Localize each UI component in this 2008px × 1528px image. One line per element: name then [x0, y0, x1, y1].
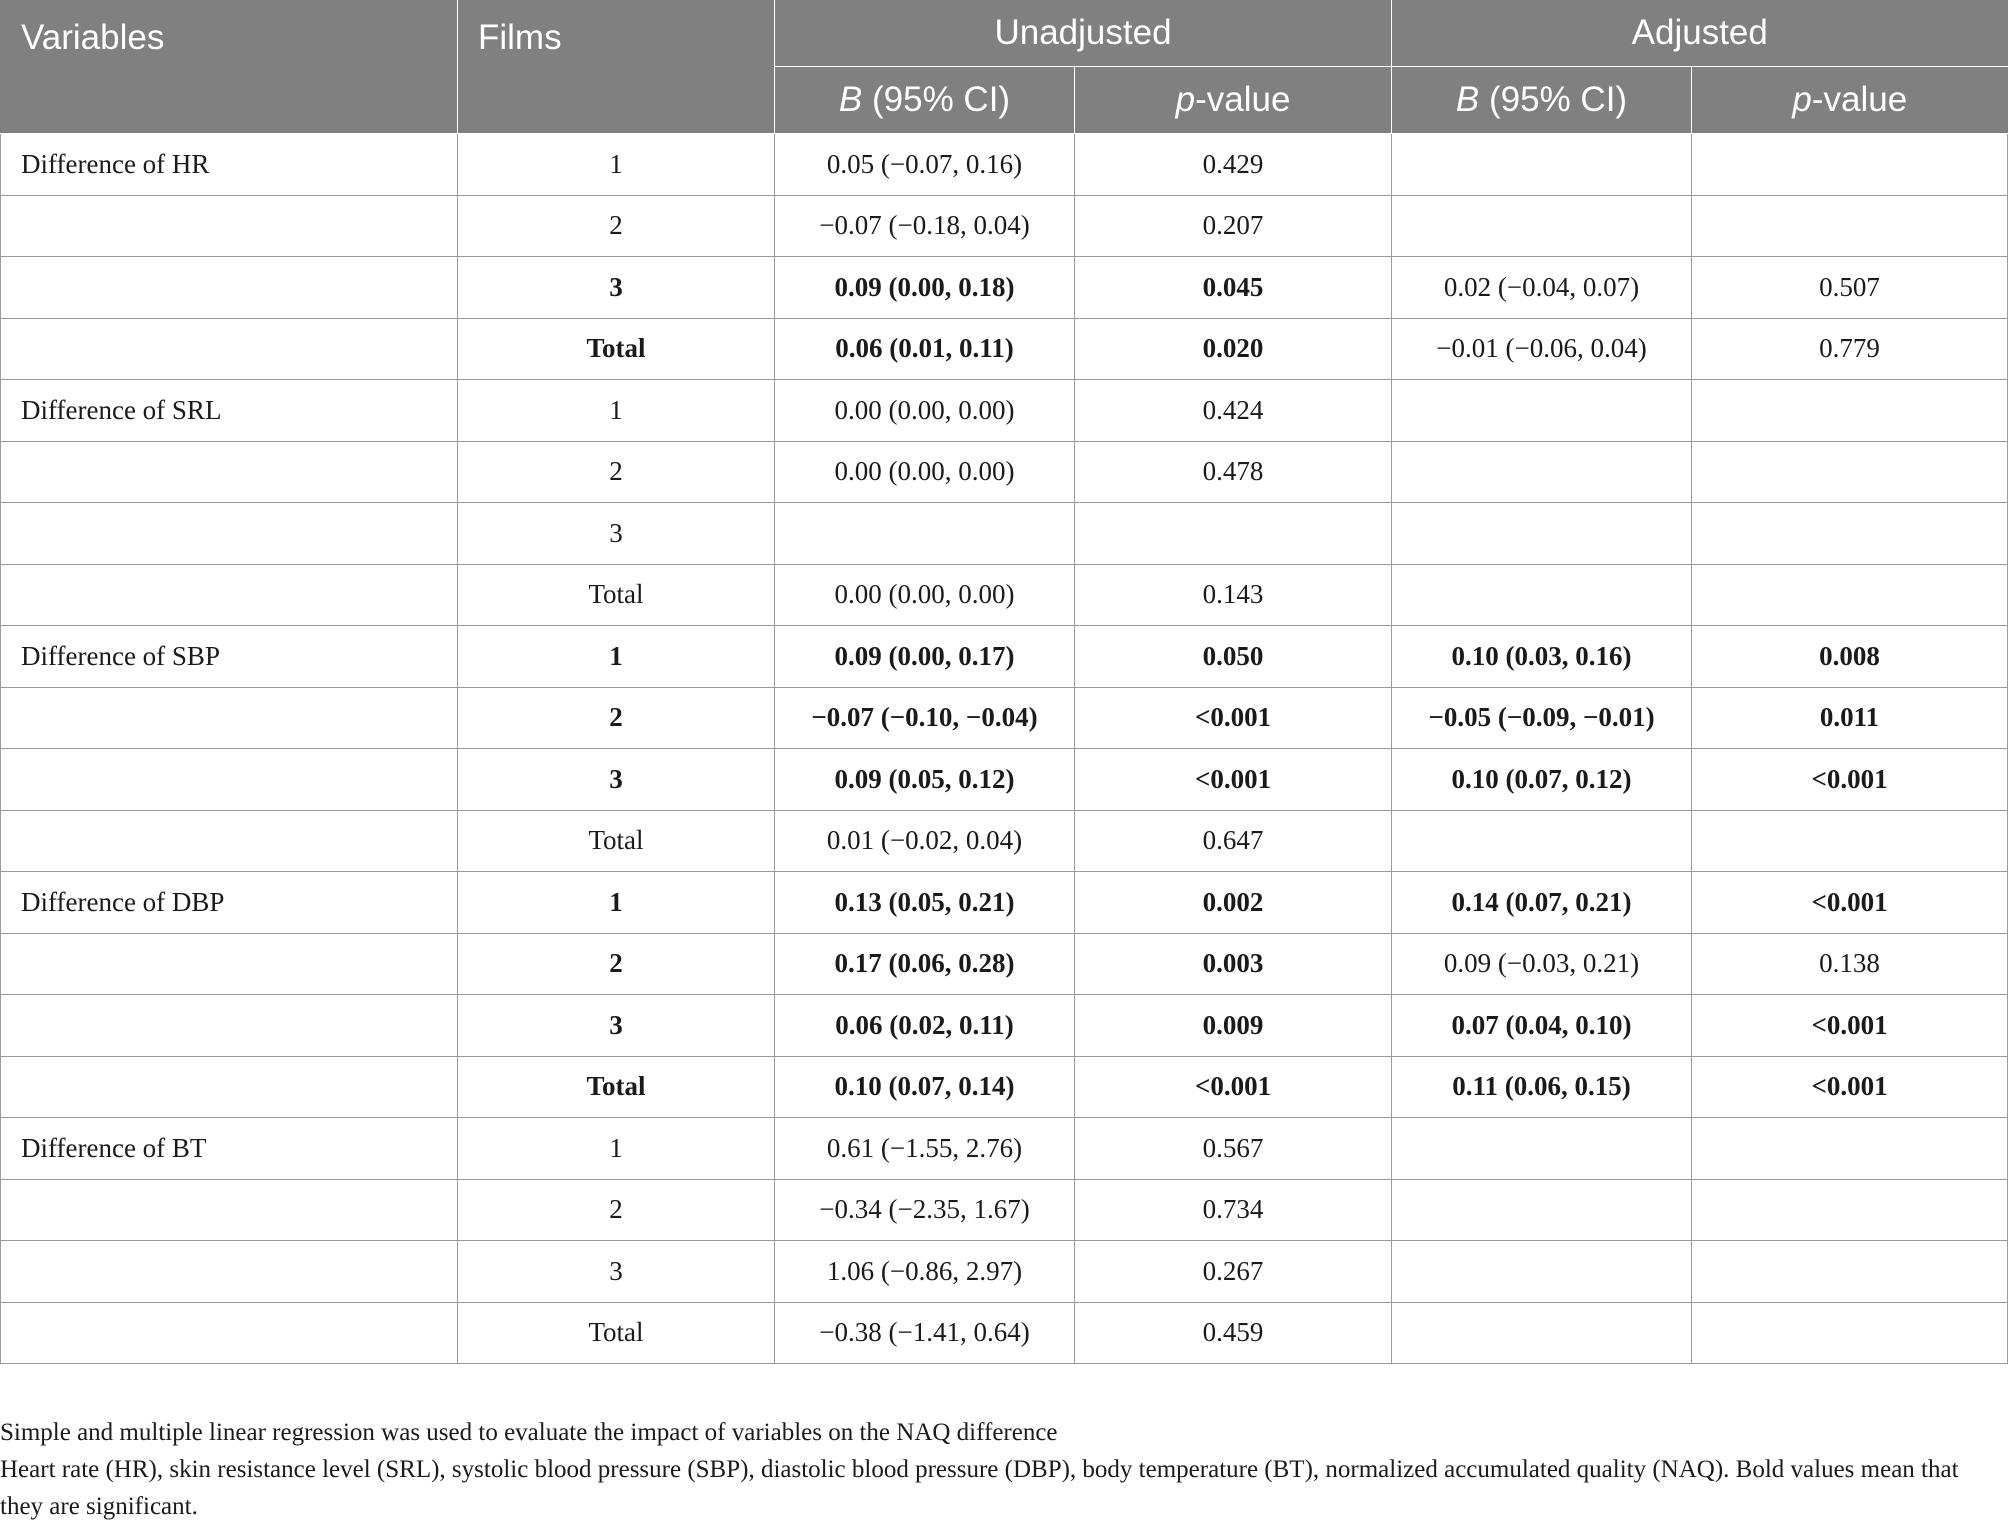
cell-variable	[1, 1056, 458, 1118]
header-adjusted-b	[1392, 67, 1692, 134]
cell-unadjusted-p: 0.424	[1075, 380, 1392, 442]
value-text: -value	[1811, 80, 1908, 119]
table-row	[1, 995, 2008, 1057]
cell-adjusted-p	[1692, 1118, 2008, 1180]
cell-adjusted-b: 0.10 (0.03, 0.16)	[1392, 626, 1692, 688]
cell-adjusted-p: <0.001	[1692, 1056, 2008, 1118]
cell-film: 2	[458, 441, 775, 503]
cell-film: Total	[458, 1302, 775, 1364]
cell-unadjusted-p: 0.143	[1075, 564, 1392, 626]
cell-adjusted-b: 0.07 (0.04, 0.10)	[1392, 995, 1692, 1057]
cell-unadjusted-p: 0.003	[1075, 933, 1392, 995]
cell-adjusted-b: 0.02 (−0.04, 0.07)	[1392, 257, 1692, 319]
cell-unadjusted-p: 0.207	[1075, 195, 1392, 257]
cell-unadjusted-b: 0.00 (0.00, 0.00)	[775, 564, 1075, 626]
header-unadjusted-b	[775, 67, 1075, 134]
cell-adjusted-b	[1392, 134, 1692, 196]
cell-film: Total	[458, 810, 775, 872]
ci-text: (95% CI)	[862, 80, 1011, 119]
cell-unadjusted-b: −0.38 (−1.41, 0.64)	[775, 1302, 1075, 1364]
cell-unadjusted-p: 0.045	[1075, 257, 1392, 319]
table-row	[1, 318, 2008, 380]
table-row	[1, 1179, 2008, 1241]
cell-adjusted-p	[1692, 1179, 2008, 1241]
cell-unadjusted-b: 0.05 (−0.07, 0.16)	[775, 134, 1075, 196]
cell-adjusted-b	[1392, 1302, 1692, 1364]
cell-variable	[1, 441, 458, 503]
header-variables: Variables	[1, 0, 458, 134]
cell-adjusted-b	[1392, 195, 1692, 257]
cell-adjusted-p: 0.138	[1692, 933, 2008, 995]
cell-adjusted-p	[1692, 441, 2008, 503]
footnote-method: Simple and multiple linear regression was used to evaluate the impact of variables on the NAQ difference	[0, 1419, 1058, 1446]
cell-variable	[1, 995, 458, 1057]
cell-adjusted-b	[1392, 1179, 1692, 1241]
cell-adjusted-b	[1392, 1241, 1692, 1303]
cell-film: 1	[458, 626, 775, 688]
cell-unadjusted-b: 0.06 (0.01, 0.11)	[775, 318, 1075, 380]
table-row	[1, 564, 2008, 626]
cell-unadjusted-b: 0.01 (−0.02, 0.04)	[775, 810, 1075, 872]
cell-variable	[1, 564, 458, 626]
cell-unadjusted-p: 0.050	[1075, 626, 1392, 688]
ci-text: (95% CI)	[1479, 80, 1628, 119]
table-row	[1, 1302, 2008, 1364]
cell-adjusted-b	[1392, 1118, 1692, 1180]
table-row	[1, 687, 2008, 749]
cell-film: 3	[458, 1241, 775, 1303]
cell-unadjusted-p: 0.002	[1075, 872, 1392, 934]
cell-film: 3	[458, 995, 775, 1057]
header-adjusted: Adjusted	[1392, 0, 2008, 67]
cell-film: 1	[458, 380, 775, 442]
table-row	[1, 626, 2008, 688]
header-films: Films	[458, 0, 775, 134]
cell-adjusted-p	[1692, 1241, 2008, 1303]
cell-variable	[1, 1302, 458, 1364]
cell-film: 3	[458, 257, 775, 319]
cell-unadjusted-b: −0.07 (−0.10, −0.04)	[775, 687, 1075, 749]
cell-film: 2	[458, 933, 775, 995]
cell-variable: Difference of SRL	[1, 380, 458, 442]
cell-adjusted-p	[1692, 564, 2008, 626]
cell-unadjusted-p: 0.009	[1075, 995, 1392, 1057]
cell-adjusted-p: 0.011	[1692, 687, 2008, 749]
cell-adjusted-p: 0.507	[1692, 257, 2008, 319]
cell-variable: Difference of HR	[1, 134, 458, 196]
cell-adjusted-p: <0.001	[1692, 872, 2008, 934]
table-row	[1, 749, 2008, 811]
table-row	[1, 1241, 2008, 1303]
cell-unadjusted-b: 0.10 (0.07, 0.14)	[775, 1056, 1075, 1118]
table-footnotes	[0, 1414, 2000, 1525]
cell-variable	[1, 257, 458, 319]
cell-unadjusted-p: 0.267	[1075, 1241, 1392, 1303]
cell-unadjusted-b: 0.09 (0.00, 0.17)	[775, 626, 1075, 688]
cell-unadjusted-b: −0.07 (−0.18, 0.04)	[775, 195, 1075, 257]
cell-unadjusted-b: −0.34 (−2.35, 1.67)	[775, 1179, 1075, 1241]
table-body	[1, 134, 2008, 1364]
cell-unadjusted-p: 0.567	[1075, 1118, 1392, 1180]
cell-unadjusted-p: <0.001	[1075, 1056, 1392, 1118]
cell-unadjusted-p	[1075, 503, 1392, 565]
cell-adjusted-b	[1392, 564, 1692, 626]
cell-unadjusted-b: 0.00 (0.00, 0.00)	[775, 441, 1075, 503]
cell-variable	[1, 1179, 458, 1241]
cell-adjusted-p	[1692, 1302, 2008, 1364]
table-row	[1, 872, 2008, 934]
cell-adjusted-b: −0.05 (−0.09, −0.01)	[1392, 687, 1692, 749]
cell-unadjusted-b: 0.09 (0.05, 0.12)	[775, 749, 1075, 811]
cell-adjusted-b	[1392, 810, 1692, 872]
cell-unadjusted-p: <0.001	[1075, 687, 1392, 749]
cell-adjusted-p: <0.001	[1692, 749, 2008, 811]
header-unadjusted-p	[1075, 67, 1392, 134]
cell-variable: Difference of SBP	[1, 626, 458, 688]
cell-film: 2	[458, 1179, 775, 1241]
cell-film: Total	[458, 1056, 775, 1118]
cell-adjusted-b: 0.10 (0.07, 0.12)	[1392, 749, 1692, 811]
value-text: -value	[1195, 80, 1291, 119]
cell-unadjusted-b: 0.13 (0.05, 0.21)	[775, 872, 1075, 934]
cell-film: 2	[458, 687, 775, 749]
cell-unadjusted-p: <0.001	[1075, 749, 1392, 811]
cell-adjusted-b: 0.11 (0.06, 0.15)	[1392, 1056, 1692, 1118]
table-row	[1, 1118, 2008, 1180]
cell-unadjusted-b: 0.09 (0.00, 0.18)	[775, 257, 1075, 319]
table-row	[1, 195, 2008, 257]
cell-adjusted-p	[1692, 810, 2008, 872]
cell-unadjusted-p: 0.459	[1075, 1302, 1392, 1364]
cell-unadjusted-b: 0.17 (0.06, 0.28)	[775, 933, 1075, 995]
cell-film: Total	[458, 564, 775, 626]
cell-unadjusted-b: 1.06 (−0.86, 2.97)	[775, 1241, 1075, 1303]
cell-film: 1	[458, 134, 775, 196]
table-row	[1, 441, 2008, 503]
cell-adjusted-p: 0.008	[1692, 626, 2008, 688]
cell-unadjusted-b: 0.06 (0.02, 0.11)	[775, 995, 1075, 1057]
cell-unadjusted-b	[775, 503, 1075, 565]
cell-adjusted-p	[1692, 503, 2008, 565]
table-row	[1, 380, 2008, 442]
table-row	[1, 134, 2008, 196]
footnote-abbreviations: Heart rate (HR), skin resistance level (SRL), systolic blood pressure (SBP), diastolic blood pressure (DBP), body temperature (BT), normalized accumulated quality (NAQ). Bold values mean that they are significant.	[0, 1456, 1959, 1520]
cell-unadjusted-p: 0.647	[1075, 810, 1392, 872]
cell-adjusted-b: 0.14 (0.07, 0.21)	[1392, 872, 1692, 934]
b-symbol: B	[1455, 80, 1480, 119]
p-symbol: p	[1175, 80, 1196, 119]
cell-adjusted-b: −0.01 (−0.06, 0.04)	[1392, 318, 1692, 380]
cell-adjusted-b: 0.09 (−0.03, 0.21)	[1392, 933, 1692, 995]
cell-variable	[1, 749, 458, 811]
cell-adjusted-p	[1692, 134, 2008, 196]
cell-adjusted-b	[1392, 441, 1692, 503]
p-symbol: p	[1792, 80, 1812, 119]
cell-variable	[1, 318, 458, 380]
cell-unadjusted-p: 0.020	[1075, 318, 1392, 380]
cell-variable	[1, 195, 458, 257]
table-row	[1, 257, 2008, 319]
table-row	[1, 1056, 2008, 1118]
table-row	[1, 503, 2008, 565]
cell-unadjusted-b: 0.61 (−1.55, 2.76)	[775, 1118, 1075, 1180]
table-row	[1, 810, 2008, 872]
cell-variable	[1, 810, 458, 872]
cell-film: 3	[458, 503, 775, 565]
cell-film: 3	[458, 749, 775, 811]
cell-adjusted-b	[1392, 503, 1692, 565]
cell-variable: Difference of DBP	[1, 872, 458, 934]
header-adjusted-p	[1692, 67, 2008, 134]
cell-film: Total	[458, 318, 775, 380]
cell-variable	[1, 933, 458, 995]
cell-unadjusted-p: 0.429	[1075, 134, 1392, 196]
cell-unadjusted-b: 0.00 (0.00, 0.00)	[775, 380, 1075, 442]
cell-unadjusted-p: 0.478	[1075, 441, 1392, 503]
cell-adjusted-p: <0.001	[1692, 995, 2008, 1057]
table-header	[1, 0, 2008, 134]
cell-film: 1	[458, 872, 775, 934]
cell-adjusted-p	[1692, 195, 2008, 257]
cell-variable	[1, 1241, 458, 1303]
cell-variable	[1, 503, 458, 565]
header-unadjusted: Unadjusted	[775, 0, 1392, 67]
cell-variable	[1, 687, 458, 749]
cell-variable: Difference of BT	[1, 1118, 458, 1180]
cell-film: 2	[458, 195, 775, 257]
cell-adjusted-b	[1392, 380, 1692, 442]
b-symbol: B	[838, 80, 863, 119]
cell-film: 1	[458, 1118, 775, 1180]
cell-adjusted-p	[1692, 380, 2008, 442]
cell-unadjusted-p: 0.734	[1075, 1179, 1392, 1241]
cell-adjusted-p: 0.779	[1692, 318, 2008, 380]
table-row	[1, 933, 2008, 995]
